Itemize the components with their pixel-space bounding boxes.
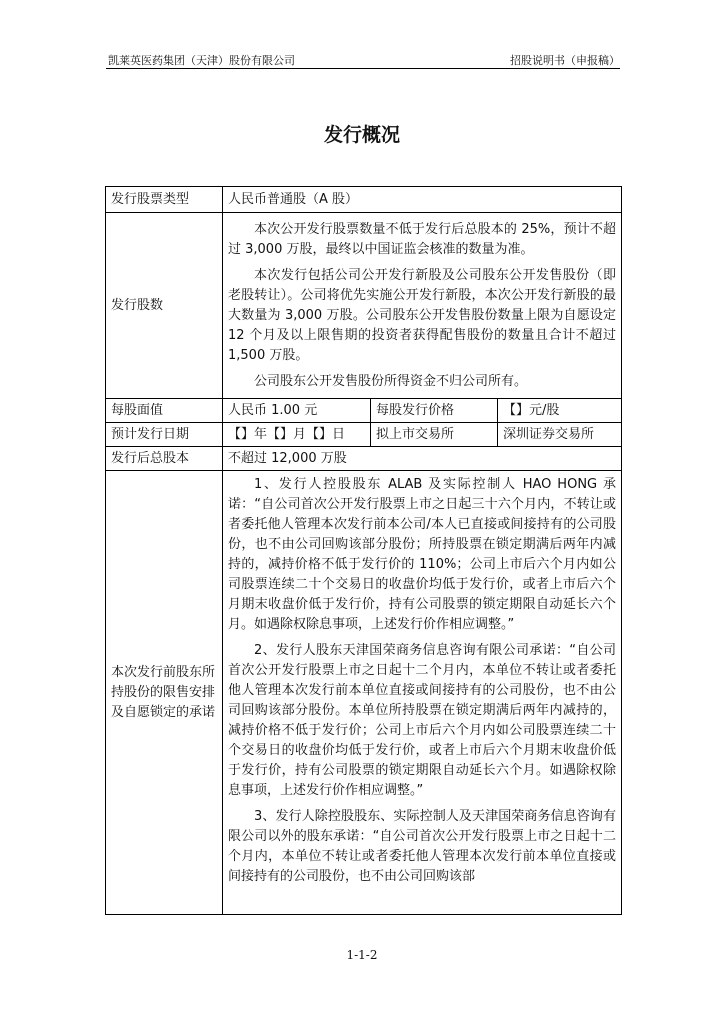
par-value-label: 每股面值 — [106, 399, 223, 423]
total-shares-value: 不超过 12,000 万股 — [223, 447, 622, 471]
table-row — [106, 471, 622, 915]
issue-price-label: 每股发行价格 — [371, 399, 498, 423]
table-row — [106, 447, 622, 471]
header-company: 凯莱英医药集团（天津）股份有限公司 — [108, 54, 295, 67]
issue-overview-table — [105, 186, 622, 915]
table-row — [106, 423, 622, 447]
page-title: 发行概况 — [323, 124, 400, 146]
exchange-value: 深圳证券交易所 — [498, 423, 622, 447]
issue-date-label: 预计发行日期 — [106, 423, 223, 447]
table-row — [106, 399, 622, 423]
issue-date-value: 【】年【】月【】日 — [223, 423, 371, 447]
lockup-content — [223, 471, 622, 915]
share-count-paragraph: 本次公开发行股票数量不低于发行后总股本的 25%，预计不超过 3,000 万股，最终以中国证监会核准的数量为准。 — [228, 221, 617, 257]
share-count-content — [223, 213, 622, 399]
table-row — [106, 213, 622, 399]
lockup-label: 本次发行前股东所持股份的限售安排及自愿锁定的承诺 — [106, 471, 223, 915]
page-number: 1-1-2 — [346, 948, 378, 962]
stock-type-label: 发行股票类型 — [106, 187, 223, 213]
table-row — [106, 187, 622, 213]
share-count-paragraph: 公司股东公开发售股份所得资金不归公司所有。 — [254, 373, 528, 389]
share-count-label: 发行股数 — [106, 213, 223, 399]
total-shares-label: 发行后总股本 — [106, 447, 223, 471]
par-value-value: 人民币 1.00 元 — [223, 399, 371, 423]
lockup-paragraph: 3、发行人除控股股东、实际控制人及天津国荣商务信息咨询有限公司以外的股东承诺：“自公司首次公开发行股票上市之日起十二个月内，本单位不转让或者委托他人管理本次发行前本单位直接或间接持有的公司股份，也不由公司回购该部 — [228, 809, 617, 884]
header-doc-type: 招股说明书（申报稿） — [510, 54, 620, 67]
lockup-paragraph: 2、发行人股东天津国荣商务信息咨询有限公司承诺：“自公司首次公开发行股票上市之日起十二个月内，本单位不转让或者委托他人管理本次发行前本单位直接或间接持有的公司股份，也不由公司回购该部分股份。本单位所持股票在锁定期满后两年内减持的，减持价格不低于发行价；公司上市后六个月内如公司股票连续二十个交易日的收盘价均低于发行价，或者上市后六个月期末收盘价低于发行价，持有公司股票的锁定期限自动延长六个月。如遇除权除息事项，上述发行价作相应调整。” — [228, 643, 617, 798]
exchange-label: 拟上市交易所 — [371, 423, 498, 447]
header-rule — [106, 68, 620, 69]
stock-type-value: 人民币普通股（A 股） — [223, 187, 622, 213]
share-count-paragraph: 本次发行包括公司公开发行新股及公司股东公开发售股份（即老股转让）。公司将优先实施公开发行新股，本次公开发行新股的最大数量为 3,000 万股。公司股东公开发售股份数量上限为自愿设定 12 个月及以上限售期的投资者获得配售股份的数量且合计不超过 1,500 万股。 — [228, 267, 617, 363]
issue-price-value: 【】元/股 — [498, 399, 622, 423]
lockup-paragraph: 1、发行人控股股东 ALAB 及实际控制人 HAO HONG 承诺：“自公司首次公开发行股票上市之日起三十六个月内，不转让或者委托他人管理本次发行前本公司/本人已直接或间接持有的公司股份，也不由公司回购该部分股份；所持股票在锁定期满后两年内减持的，减持价格不低于发行价的 110%；公司上市后六个月内如公司股票连续二十个交易日的收盘价均低于发行价，或者上市后六个月期末收盘价低于发行价，持有公司股票的锁定期限自动延长六个月。如遇除权除息事项，上述发行价作相应调整。” — [228, 477, 617, 632]
